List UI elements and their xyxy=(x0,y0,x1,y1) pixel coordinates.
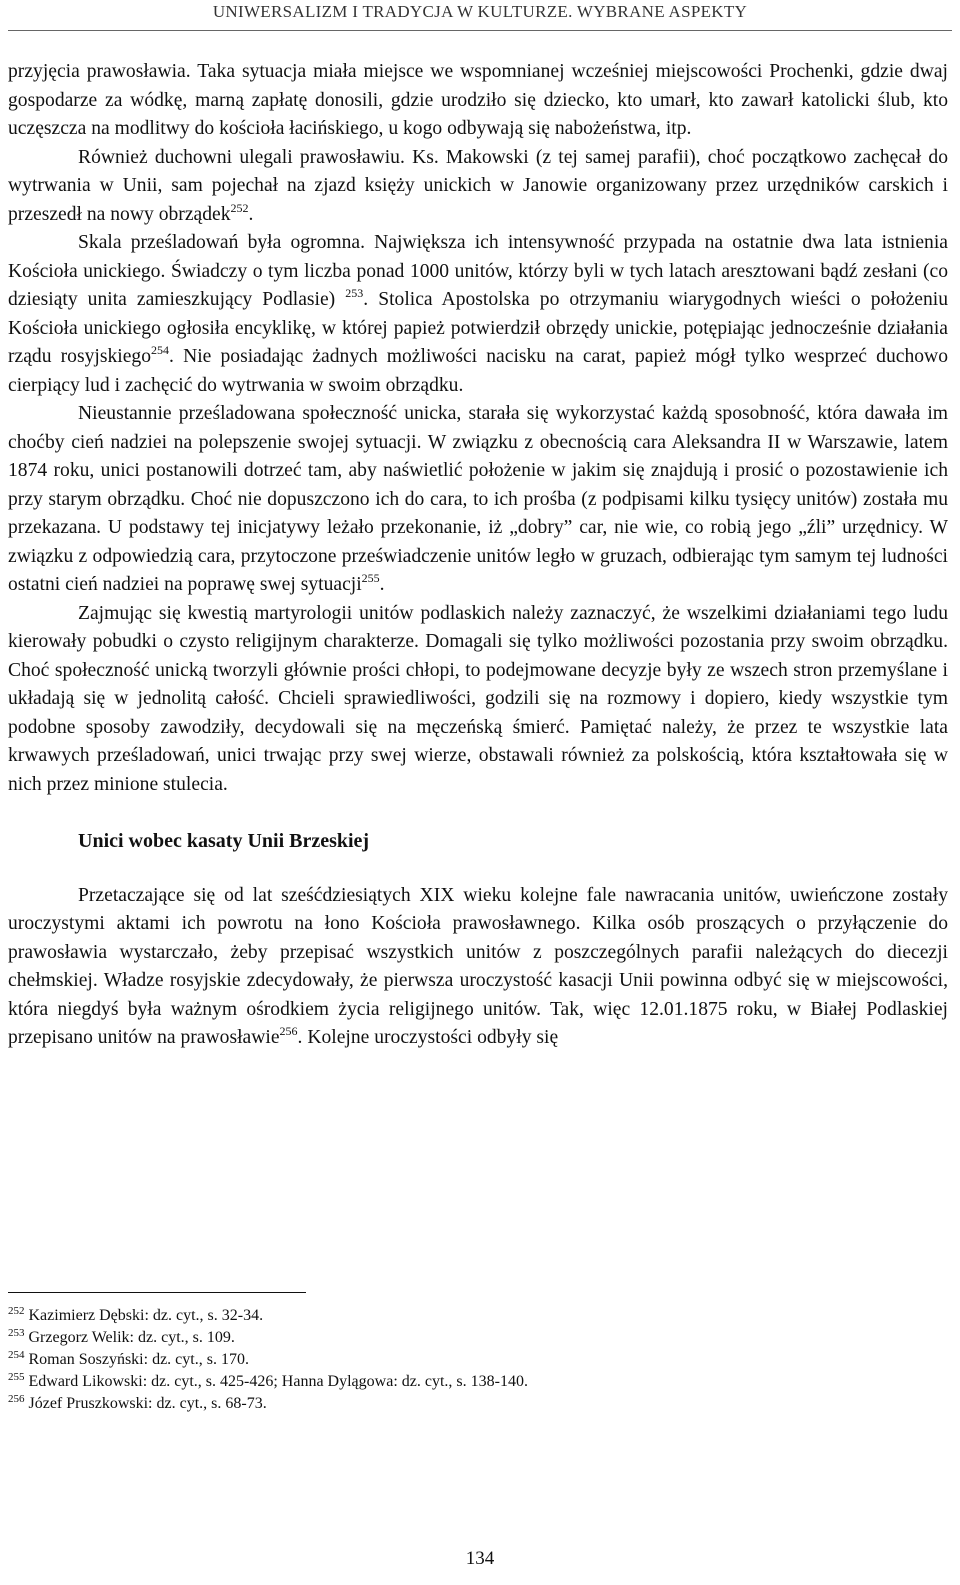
footnote-ref-255[interactable]: 255 xyxy=(361,571,380,585)
paragraph-1: przyjęcia prawosławia. Taka sytuacja miała miejsce we wspomnianej wcześniej miejscowości Prochenki, gdzie dwaj gospodarze za wódkę, marną zapłatę donosili, gdzie urodziło się dziecko, kto umarł, kto zawarł katolicki ślub, kto uczęszcza na modlitwy do kościoła łacińskiego, u kogo odbywają się nabożeństwa, itp. xyxy=(8,61,948,139)
footnote-ref-252[interactable]: 252 xyxy=(230,200,249,215)
footnote-ref-256[interactable]: 256 xyxy=(279,1024,298,1038)
footnote-256: $^{256}$ Józef Pruszkowski: dz. cyt., s. 68-73. xyxy=(8,1393,267,1412)
footnote-252: $^{252}$ Kazimierz Dębski: dz. cyt., s. 32-34. xyxy=(8,1305,264,1324)
header-rule xyxy=(8,30,952,31)
main-text xyxy=(8,58,948,1053)
footnotes xyxy=(8,1305,908,1415)
paragraph-3: Skala prześladowań była ogromna. Największa ich intensywność przypada na ostatnie dwa lata istnienia Kościoła unickiego. Świadczy o tym liczba ponad 1000 unitów, którzy byli w tych latach aresztowani bądź zesłani (co dziesiąty unita zamieszkujący Podlasie) $^{253}$. Stolica Apostolska po otrzymaniu wiarygodnych wieści o położeniu Kościoła unickiego ogłosiła encyklikę, w której papież potwierdził obrzędy unickie, potępiając jednocześnie działania rządu rosyjskiego$^{254}$. Nie posiadając żadnych możliwości nacisku na carat, papież mógł tylko wesprzeć duchowo cierpiący lud i zachęcić do wytrwania w swoim obrządku. xyxy=(8,232,948,396)
footnote-ref-254[interactable]: 254 xyxy=(151,343,170,357)
page-number: 134 xyxy=(465,1548,495,1569)
section-heading: Unici wobec kasaty Unii Brzeskiej xyxy=(78,830,370,852)
footnote-separator xyxy=(8,1292,306,1293)
footnote-ref-253[interactable]: 253 xyxy=(345,286,364,300)
paragraph-5: Zajmując się kwestią martyrologii unitów podlaskich należy zaznaczyć, że wszelkimi działaniami tego ludu kierowały pobudki o czysto religijnym charakterze. Domagali się tylko możliwości pozostania przy swoim obrządku. Choć społeczność unicką tworzyli głównie prości chłopi, to podejmowane decyzje były ze wszech stron przemyślane i układają się w jednolitą całość. Chcieli sprawiedliwości, godzili się na rozmowy i dopiero, kiedy wszystkie tym podobne sposoby zawodziły, decydowali się na męczeńską śmierć. Pamiętać należy, że przez te wszystkie lata krwawych prześladowań, unici trwając przy swej wierze, obstawali również za polskością, która kształtowała się w nich przez minione stulecia. xyxy=(8,602,948,795)
paragraph-6: Przetaczające się od lat sześćdziesiątych XIX wieku kolejne fale nawracania unitów, uwieńczone zostały uroczystymi aktami ich powrotu na łono Kościoła prawosławnego. Kilka osób proszących o przyłączenie do prawosławia wystarczało, żeby przepisać wszystkich unitów z poszczególnych parafii należących do diecezji chełmskiej. Władze rosyjskie zdecydowały, że pierwsza uroczystość kasacji Unii powinna odbyć się w miejscowości, która niegdyś była ważnym ośrodkiem życia religijnego unitów. Tak, więc 12.01.1875 roku, w Białej Podlaskiej przepisano unitów na prawosławie$^{256}$. Kolejne uroczystości odbyły się xyxy=(8,884,948,1048)
footnote-253: $^{253}$ Grzegorz Welik: dz. cyt., s. 109. xyxy=(8,1327,235,1346)
footnote-255: $^{255}$ Edward Likowski: dz. cyt., s. 425-426; Hanna Dylągowa: dz. cyt., s. 138-140. xyxy=(8,1371,528,1390)
paragraph-2: Również duchowni ulegali prawosławiu. Ks. Makowski (z tej samej parafii), choć początkowo zachęcał do wytrwania w Unii, sam pojechał na zjazd księży unickich w Janowie organizowany przez urzędników carskich i przeszedł na nowy obrządek$^{252}$. xyxy=(8,146,948,225)
paragraph-4: Nieustannie prześladowana społeczność unicka, starała się wykorzystać każdą sposobność, która dawała im choćby cień nadziei na polepszenie swojej sytuacji. W związku z obecnością cara Aleksandra II w Warszawie, latem 1874 roku, unici postanowili dotrzeć tam, aby naświetlić położenie w jakim się znajdują i prosić o pozostawienie ich przy starym obrządku. Choć nie dopuszczono ich do cara, to ich prośba (z podpisami kilku tysięcy unitów) została mu przekazana. U podstawy tej inicjatywy leżało przekonanie, iż „dobry” car, nie wie, co robią jego „źli” urzędnicy. W związku z odpowiedzią cara, przytoczone przeświadczenie unitów legło w gruzach, odbierając tym samym tej ludności ostatni cień nadziei na poprawę swej sytuacji$^{255}$. xyxy=(8,403,948,595)
footnote-254: $^{254}$ Roman Soszyński: dz. cyt., s. 170. xyxy=(8,1349,249,1368)
running-header: UNIWERSALIZM I TRADYCJA W KULTURZE. WYBRANE ASPEKTY xyxy=(212,2,748,21)
